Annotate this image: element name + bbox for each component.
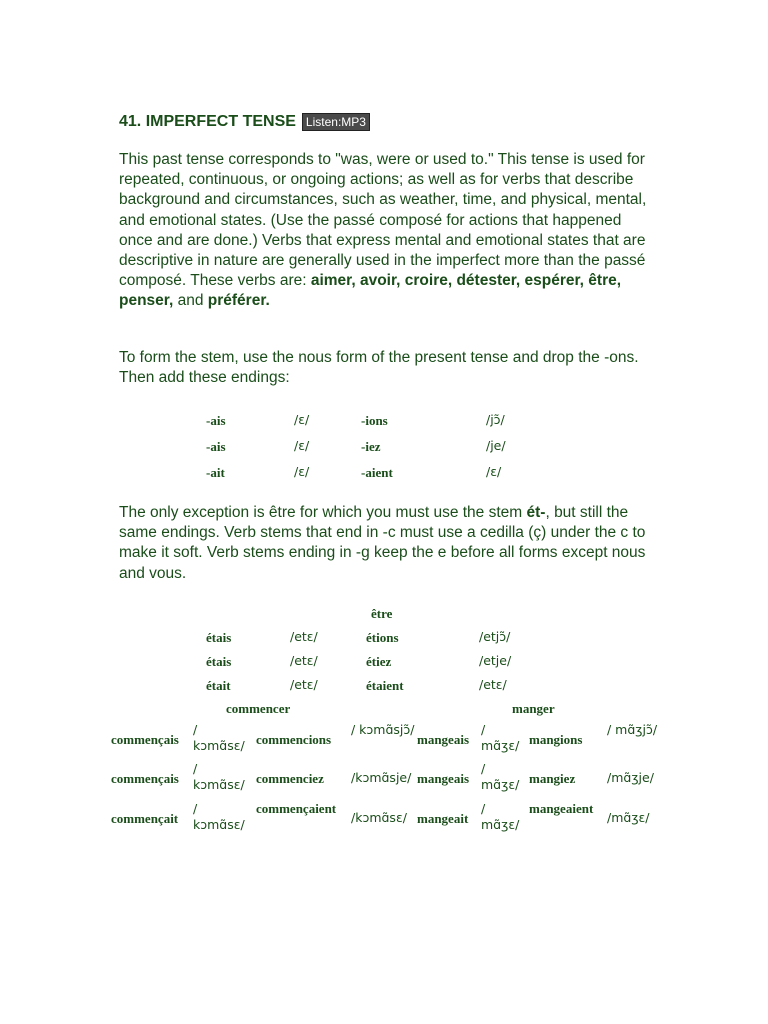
page-title: 41. IMPERFECT TENSE	[119, 113, 296, 130]
commencer-plur: commençaient	[256, 801, 337, 816]
intro-last-verb: préférer.	[207, 292, 270, 310]
exception-stem: ét-	[526, 504, 546, 521]
etre-sing: étais	[206, 654, 232, 669]
manger-plur: mangions	[529, 732, 583, 747]
ending-sing: -ait	[206, 465, 225, 480]
etre-sing: était	[206, 678, 231, 693]
manger-sing-ipa: / mɑ̃ʒε/	[481, 761, 520, 792]
ending-plur: -aient	[361, 465, 393, 480]
intro-paragraph	[119, 150, 649, 312]
etre-sing-ipa: /etε/	[290, 653, 318, 668]
manger-sing: mangeais	[417, 771, 469, 786]
manger-sing-ipa: / mɑ̃ʒε/	[481, 722, 520, 753]
commencer-sing-ipa: / kɔmɑ̃sε/	[193, 801, 245, 832]
intro-verbs: aimer, avoir, croire, détester, espérer, être, penser,	[119, 272, 622, 310]
commencer-sing: commençais	[111, 732, 179, 747]
etre-plur-ipa: /etε/	[479, 677, 507, 692]
manger-plur: mangeaient	[529, 801, 594, 816]
stem-instruction: To form the stem, use the nous form of the present tense and drop the -ons. Then add these endings:	[119, 349, 639, 387]
etre-sing: étais	[206, 630, 232, 645]
ending-sing: -ais	[206, 439, 226, 454]
etre-plur-ipa: /etjɔ̃/	[479, 629, 511, 644]
ending-sing-ipa: /ε/	[294, 438, 310, 453]
ending-sing-ipa: /ε/	[294, 412, 310, 427]
etre-plur-ipa: /etje/	[479, 653, 512, 668]
etre-plur: étaient	[366, 678, 404, 693]
exception-paragraph	[119, 503, 649, 584]
commencer-sing-ipa: / kɔmɑ̃sε/	[193, 722, 245, 753]
manger-plur-ipa: / mɑ̃ʒjɔ̃/	[607, 722, 658, 737]
intro-text: This past tense corresponds to "was, were or used to." This tense is used for repeated, continuous, or ongoing actions; as well as for verbs that describe background and circumstances, such as weather, time, and physical, mental, and emotional states. (Use the passé composé for actions that happened once and are done.) Verbs that express mental and emotional states that are descriptive in nature are generally used in the imperfect more than the passé composé. These verbs are:	[119, 151, 647, 290]
manger-plur: mangiez	[529, 771, 576, 786]
commencer-sing: commençais	[111, 771, 179, 786]
manger-sing: mangeais	[417, 732, 469, 747]
listen-mp3-button[interactable]: Listen:MP3	[302, 113, 370, 131]
ending-plur: -iez	[361, 439, 381, 454]
manger-plur-ipa: /mɑ̃ʒε/	[607, 810, 650, 825]
etre-plur: étiez	[366, 654, 392, 669]
etre-title: être	[371, 606, 393, 621]
manger-plur-ipa: /mɑ̃ʒje/	[607, 770, 654, 785]
ending-plur-ipa: /jɔ̃/	[486, 412, 505, 427]
etre-sing-ipa: /etε/	[290, 677, 318, 692]
manger-sing-ipa: / mɑ̃ʒε/	[481, 801, 520, 832]
commencer-plur: commencions	[256, 732, 332, 747]
etre-sing-ipa: /etε/	[290, 629, 318, 644]
commencer-sing: commençait	[111, 811, 179, 826]
commencer-plur-ipa: /kɔmɑ̃sje/	[351, 770, 412, 785]
manger-title: manger	[512, 701, 555, 716]
commencer-plur: commenciez	[256, 771, 324, 786]
manger-sing: mangeait	[417, 811, 469, 826]
ending-plur-ipa: /ε/	[486, 464, 502, 479]
commencer-title: commencer	[226, 701, 291, 716]
ending-plur-ipa: /je/	[486, 438, 506, 453]
commencer-plur-ipa: / kɔmɑ̃sjɔ̃/	[351, 722, 415, 737]
commencer-sing-ipa: / kɔmɑ̃sε/	[193, 761, 245, 792]
ending-sing: -ais	[206, 413, 226, 428]
ending-plur: -ions	[361, 413, 388, 428]
commencer-plur-ipa: /kɔmɑ̃sε/	[351, 810, 407, 825]
etre-plur: étions	[366, 630, 399, 645]
exception-text: The only exception is être for which you must use the stem	[119, 504, 527, 521]
exception-rest: , but still the same endings. Verb stems that end in -c must use a cedilla (ç) under the c to make it soft. Verb stems ending in -g keep the e before all forms except nous and vous.	[119, 504, 646, 582]
intro-and: and	[173, 292, 208, 310]
ending-sing-ipa: /ε/	[294, 464, 310, 479]
heading-row	[119, 111, 370, 133]
